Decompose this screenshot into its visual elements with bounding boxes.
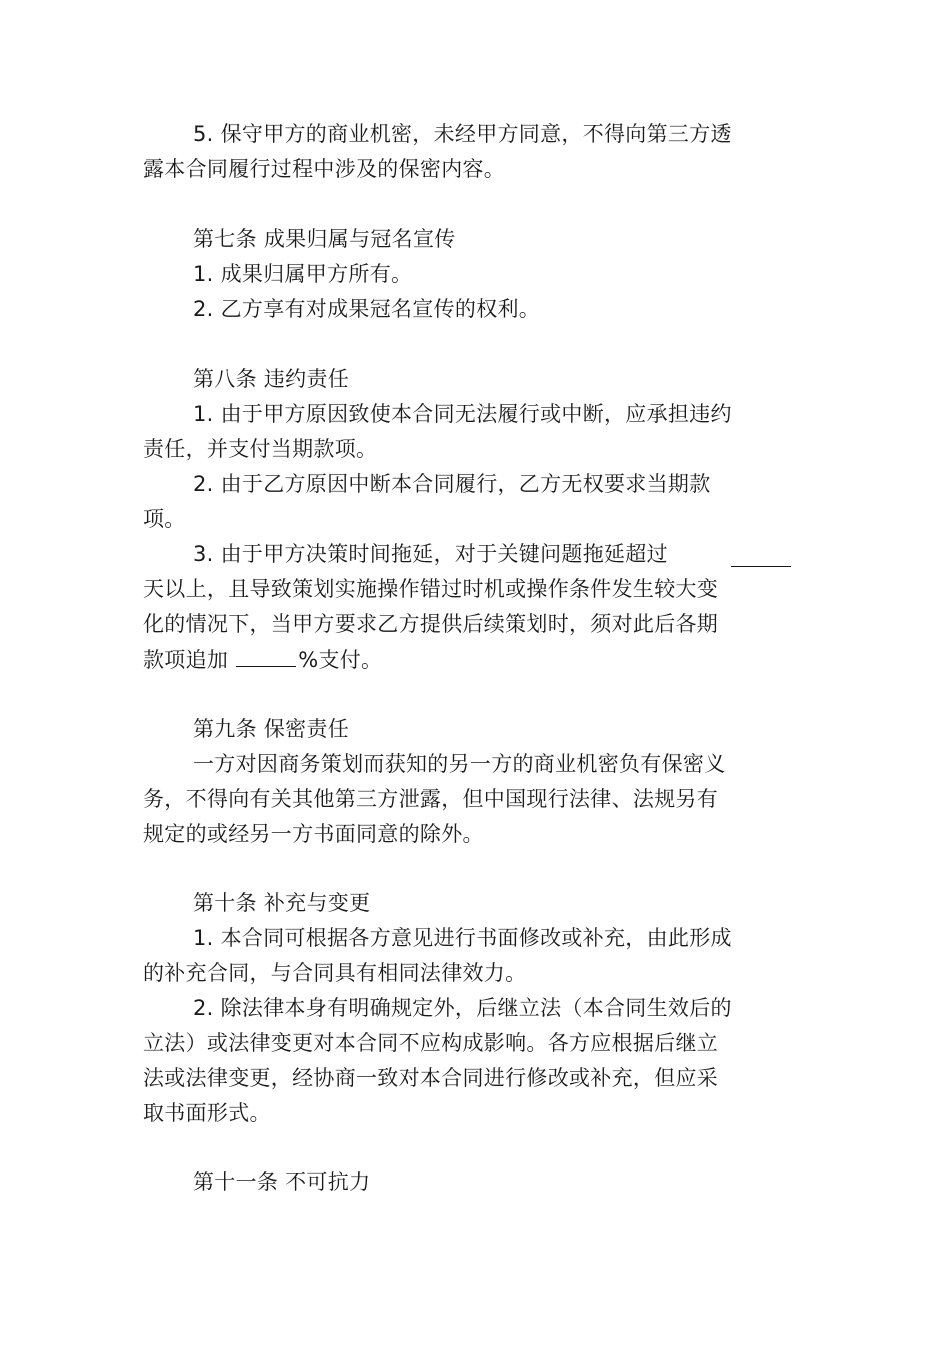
- clause-10-item-1-line-1: 1. 本合同可根据各方意见进行书面修改或补充，由此形成: [193, 926, 732, 950]
- clause-8-item-1-line-2: 责任，并支付当期款项。: [143, 437, 378, 461]
- clause-8-heading: 第八条 违约责任: [193, 367, 350, 391]
- clause-8-item-3-line-2: 天以上，且导致策划实施操作错过时机或操作条件发生较大变: [143, 577, 719, 601]
- clause-8-item-3-line-4: [143, 644, 382, 675]
- clause-8-item-3-line-1: 3. 由于甲方决策时间拖延，对于关键问题拖延超过: [193, 542, 668, 566]
- clause-7-item-1: 1. 成果归属甲方所有。: [193, 262, 413, 286]
- clause-8-item-2-line-1: 2. 由于乙方原因中断本合同履行，乙方无权要求当期款: [193, 472, 711, 496]
- percent-suffix: %支付。: [298, 648, 383, 672]
- clause-9-body-line-1: 一方对因商务策划而获知的另一方的商业机密负有保密义: [193, 752, 726, 776]
- surcharge-label: 款项追加: [143, 648, 229, 672]
- days-blank: [731, 544, 791, 567]
- clause-10-item-2-line-4: 取书面形式。: [143, 1101, 271, 1125]
- clause-9-body-line-2: 务，不得向有关其他第三方泄露，但中国现行法律、法规另有: [143, 787, 719, 811]
- clause-10-item-2-line-1: 2. 除法律本身有明确规定外，后继立法（本合同生效后的: [193, 996, 732, 1020]
- clause-10-item-2-line-3: 法或法律变更，经协商一致对本合同进行修改或补充，但应采: [143, 1066, 719, 1090]
- clause-7-item-2: 2. 乙方享有对成果冠名宣传的权利。: [193, 297, 541, 321]
- clause-9-heading: 第九条 保密责任: [193, 717, 350, 741]
- clause-11-heading: 第十一条 不可抗力: [193, 1170, 371, 1194]
- clause-8-item-1-line-1: 1. 由于甲方原因致使本合同无法履行或中断，应承担违约: [193, 402, 732, 426]
- clause-8-item-2-line-2: 项。: [143, 507, 186, 531]
- clause-6-item-5-line-2: 露本合同履行过程中涉及的保密内容。: [143, 157, 506, 181]
- clause-9-body-line-3: 规定的或经另一方书面同意的除外。: [143, 822, 484, 846]
- clause-6-item-5-line-1: 5. 保守甲方的商业机密，未经甲方同意，不得向第三方透: [193, 122, 732, 146]
- clause-10-item-1-line-2: 的补充合同，与合同具有相同法律效力。: [143, 961, 527, 985]
- clause-7-heading: 第七条 成果归属与冠名宣传: [193, 227, 456, 251]
- clause-10-item-2-line-2: 立法）或法律变更对本合同不应构成影响。各方应根据后继立: [143, 1031, 719, 1055]
- clause-8-item-3-line-3: 化的情况下，当甲方要求乙方提供后续策划时，须对此后各期: [143, 612, 719, 636]
- percent-blank: [236, 644, 296, 667]
- clause-10-heading: 第十条 补充与变更: [193, 891, 371, 915]
